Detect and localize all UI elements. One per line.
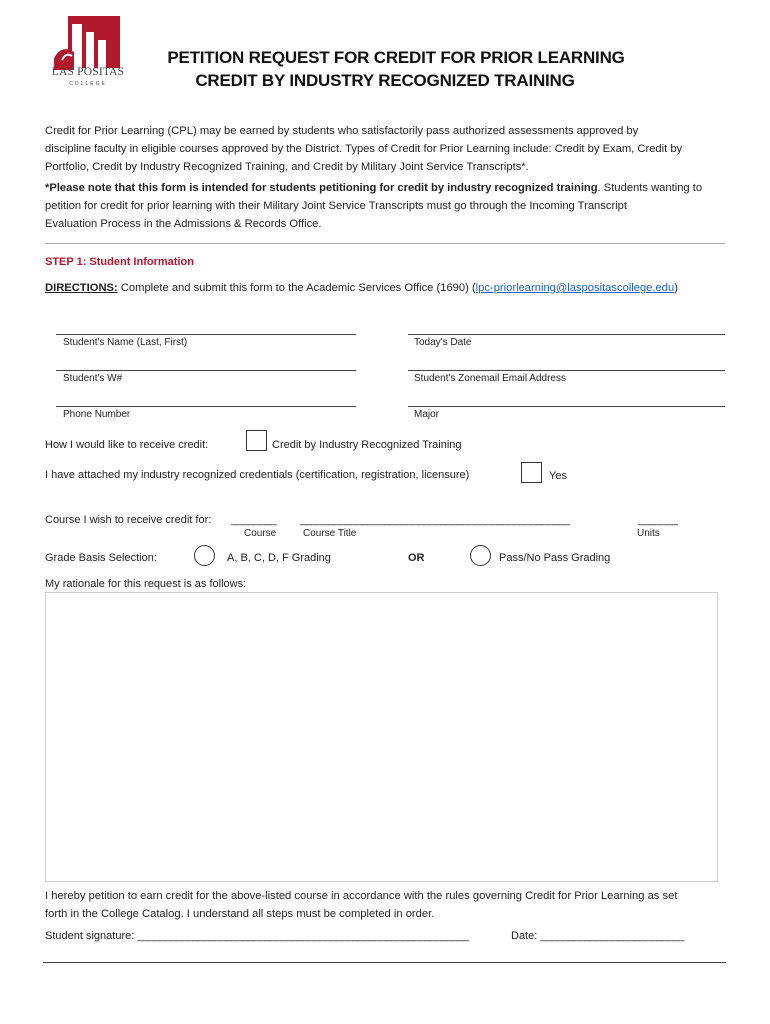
directions-label: DIRECTIONS: [45,282,118,294]
directions [45,282,678,294]
petition-line1: I hereby petition to earn credit for the above-listed course in accordance with the rules governing Credit for Prior Learning as set [45,890,678,902]
major-field[interactable] [408,406,725,407]
petition-line2: forth in the College Catalog. I understand all steps must be completed in order. [45,908,435,920]
course-title-field[interactable]: ________________________________________________ [300,514,570,526]
pass-no-pass-label: Pass/No Pass Grading [499,552,611,564]
credentials-yes-checkbox[interactable] [521,462,542,483]
intro-p1-line2: discipline faculty in eligible courses approved by the District. Types of Credit for Prior Learning include: Credit by Exam, Credit by [45,143,683,155]
industry-training-option: Credit by Industry Recognized Training [272,439,462,451]
date-field[interactable]: __________________________ [540,930,684,942]
phone-field[interactable] [56,406,356,407]
directions-text: Complete and submit this form to the Academic Services Office (1690) ( [117,282,476,294]
course-title-sublabel: Course Title [303,528,357,539]
attached-credentials-label: I have attached my industry recognized credentials (certification, registration, licensure) [45,469,470,481]
date-label: Date: [511,930,541,942]
step1-heading: STEP 1: Student Information [45,256,194,268]
letter-grade-label: A, B, C, D, F Grading [227,552,331,564]
or-label: OR [408,552,425,564]
course-sublabel: Course [244,528,277,539]
directions-end: ) [674,282,678,294]
zonemail-field[interactable] [408,370,725,371]
rationale-label: My rationale for this request is as follows: [45,578,247,590]
notice-rest: . Students wanting to [597,182,703,194]
receive-credit-label: How I would like to receive credit: [45,439,209,451]
todays-date-field[interactable] [408,334,725,335]
major-label: Major [414,409,440,420]
logo-text: LAS POSITAS [51,66,125,78]
todays-date-label: Today's Date [414,337,472,348]
credentials-yes-label: Yes [549,470,567,482]
student-w-field[interactable] [56,370,356,371]
signature-row [45,930,468,942]
intro-p1-line1: Credit for Prior Learning (CPL) may be earned by students who satisfactorily pass authorized assessments approved by [45,125,639,137]
course-label: Course I wish to receive credit for: [45,514,212,526]
letter-grade-radio[interactable] [194,545,215,566]
petition-statement [45,887,735,923]
intro-paragraph-2 [45,179,735,233]
industry-training-checkbox[interactable] [246,430,267,451]
section-divider [45,243,725,244]
student-w-label: Student's W# [63,373,123,384]
intro-p1-line3: Portfolio, Credit by Industry Recognized Training, and Credit by Military Joint Service Transcripts*. [45,161,529,173]
phone-label: Phone Number [63,409,131,420]
pass-no-pass-radio[interactable] [470,545,491,566]
grade-basis-label: Grade Basis Selection: [45,552,157,564]
course-field[interactable]: ________ [231,514,276,526]
student-name-field[interactable] [56,334,356,335]
signature-field[interactable]: ____________________________________________________________ [137,930,469,942]
zonemail-label: Student's Zonemail Email Address [414,373,566,384]
student-name-label: Student's Name (Last, First) [63,337,188,348]
form-title-line1: PETITION REQUEST FOR CREDIT FOR PRIOR LEARNING [167,48,625,67]
logo-subtext: COLLEGE [69,81,107,87]
form-title-line2: CREDIT BY INDUSTRY RECOGNIZED TRAINING [195,71,575,90]
rationale-textarea[interactable] [45,592,718,882]
intro-p2-line3: Evaluation Process in the Admissions & Records Office. [45,218,322,230]
date-row [511,930,684,942]
intro-p2-line2: petition for credit for prior learning with their Military Joint Service Transcripts must go through the Incoming Transcript [45,200,627,212]
intro-paragraph-1 [45,122,735,176]
notice-bold: *Please note that this form is intended for students petitioning for credit by industry recognized training [45,182,598,194]
units-field[interactable]: _______ [638,514,678,526]
signature-label: Student signature: [45,930,138,942]
units-sublabel: Units [637,528,660,539]
bottom-divider [43,962,726,963]
email-link[interactable]: lpc-priorlearning@laspositascollege.edu [475,282,675,294]
